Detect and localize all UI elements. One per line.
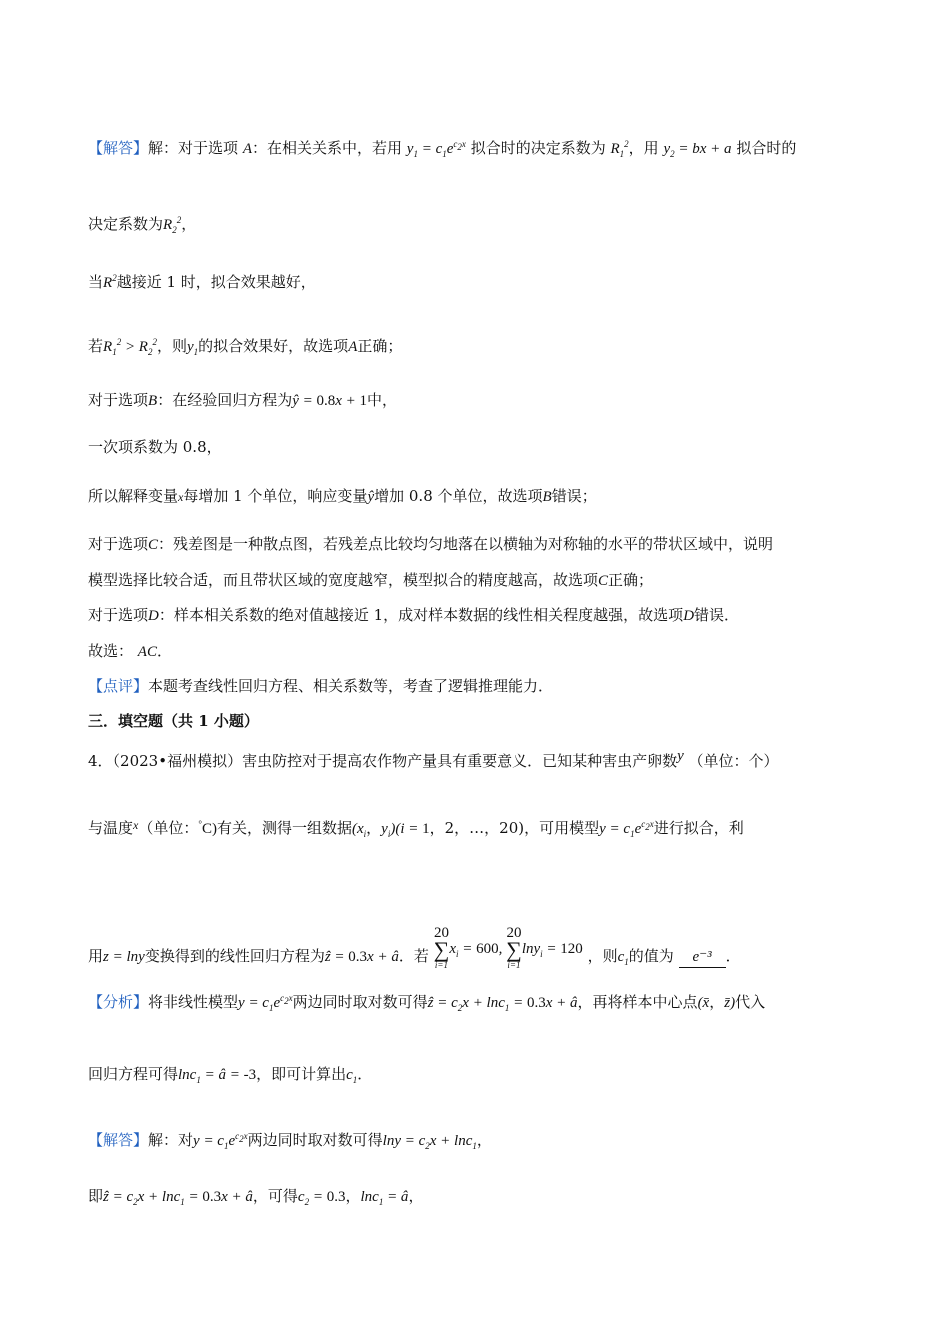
section-title: 三．填空题（共 1 小题） — [88, 712, 259, 730]
celsius-unit: °C) — [198, 819, 217, 837]
answer-line-8: 对于选项C：残差图是一种散点图，若残差点比较均匀地落在以横轴为对称轴的水平的带状区域中，说明 — [88, 535, 774, 553]
comment-tag: 【点评】 — [88, 677, 149, 695]
answer-choice-line: 故选： AC． — [88, 642, 172, 660]
answer-line-6: 一次项系数为 0.8， — [88, 438, 222, 456]
answer-line-2: 决定系数为$R_2^2$， — [88, 215, 197, 235]
solution-line-2: 即ẑ = $c_2x + \ln c_1 = 0.3x$ + â，可得$c_2 = 0.3$，lnc$_1$ = â， — [88, 1187, 424, 1207]
formula-r1: $R_1^2$ — [610, 139, 629, 159]
formula-log-transform: ẑ = $c_2x + \ln c_1 = 0.3x$ + â — [427, 995, 578, 1013]
formula-compare: $R_1^2 > R_2^2$ — [103, 337, 157, 357]
answer-line-1: 【解答】解：对于选项 A：在相关关系中，若用 $y_1 = c_1e^{c_2x}$ 拟合时的决定系数为 $R_1^2$，用 $y_2$ = bx + a 拟合时的 — [88, 139, 797, 159]
solution-line-1: 【解答】解：对$y = c_1e^{c_2x}$两边同时取对数可得$\ln y = c_2x + \ln c_1$， — [88, 1131, 492, 1151]
analysis-tag: 【分析】 — [88, 993, 149, 1011]
formula-regression: ŷ = 0.8x + 1 — [292, 393, 368, 409]
formula-y1: $y_1$ — [187, 339, 199, 357]
formula-z-hat: ẑ = 0.3x + â — [324, 948, 399, 965]
analysis-line-1: 【分析】将非线性模型$y = c_1e^{c_2x}$两边同时取对数可得ẑ = $c_2x + \ln c_1 = 0.3x$ + â，再将样本中心点(x̄，z̄)代入 — [88, 993, 766, 1013]
answer-line-3: 当$R^2$越接近 1 时，拟合效果越好， — [88, 273, 316, 291]
answer-line-5: 对于选项B：在经验回归方程为ŷ = 0.8x + 1中， — [88, 391, 398, 409]
question-4-line-1: 4．（2023•福州模拟）害虫防控对于提高农作物产量具有重要意义．已知某种害虫产卵数y （单位：个） — [88, 748, 779, 770]
answer-line-9: 模型选择比较合适，而且带状区域的宽度越窄，模型拟合的精度越高，故选项C正确； — [88, 571, 654, 589]
answer-line-10: 对于选项D：样本相关系数的绝对值越接近 1，成对样本数据的线性相关程度越强，故选项D错误． — [88, 606, 740, 624]
formula-r-squared: $R^2$ — [103, 273, 117, 291]
formula-model: $y = c_1e^{c_2x}$ — [599, 819, 654, 839]
answer-blank: e⁻³ — [679, 947, 726, 968]
analysis-line-2: 回归方程可得lnc$_1$ = â = -3，即可计算出$c_1$． — [88, 1065, 373, 1085]
formula-lnc1: lnc$_1$ = â = -3 — [178, 1067, 257, 1085]
formula-z-ln-y: z = lny — [103, 948, 145, 965]
solution-tag: 【解答】 — [88, 1131, 149, 1149]
formula-r2: $R_2^2$ — [163, 215, 182, 235]
question-4-line-2: 与温度$^x$（单位：°C)有关，测得一组数据($x_i$，$y_i)(i = 1$，2，…，20)，可用模型$y = c_1e^{c_2x}$进行拟合，利 — [88, 818, 744, 839]
question-4-line-3: 用z = lny变换得到的线性回归方程为ẑ = 0.3x + â．若 20 ∑ $i=1x_i = 600$, 20 ∑ i=1lny$_i$ = 120 ，则$c_1$的值为 e⁻³ ． — [88, 925, 741, 970]
option-label: A — [242, 141, 252, 157]
answer-tag: 【解答】 — [88, 139, 149, 157]
comment-line: 【点评】本题考查线性回归方程、相关系数等，考查了逻辑推理能力． — [88, 677, 554, 695]
formula-exp-model: $y_1 = c_1e^{c_2x}$ — [406, 139, 466, 159]
formula-linear-model: $y_2$ = bx + a — [663, 141, 732, 159]
answer-choice: AC — [137, 644, 157, 660]
answer-line-7: 所以解释变量x每增加 1 个单位，响应变量ŷ增加 0.8 个单位，故选项B错误； — [88, 487, 597, 505]
answer-line-4: 若$R_1^2 > R_2^2$，则$y_1$的拟合效果好，故选项A正确； — [88, 337, 403, 357]
formula-sums: 20 ∑ $i=1x_i = 600$, 20 ∑ i=1lny$_i$ = 120 — [433, 925, 583, 970]
